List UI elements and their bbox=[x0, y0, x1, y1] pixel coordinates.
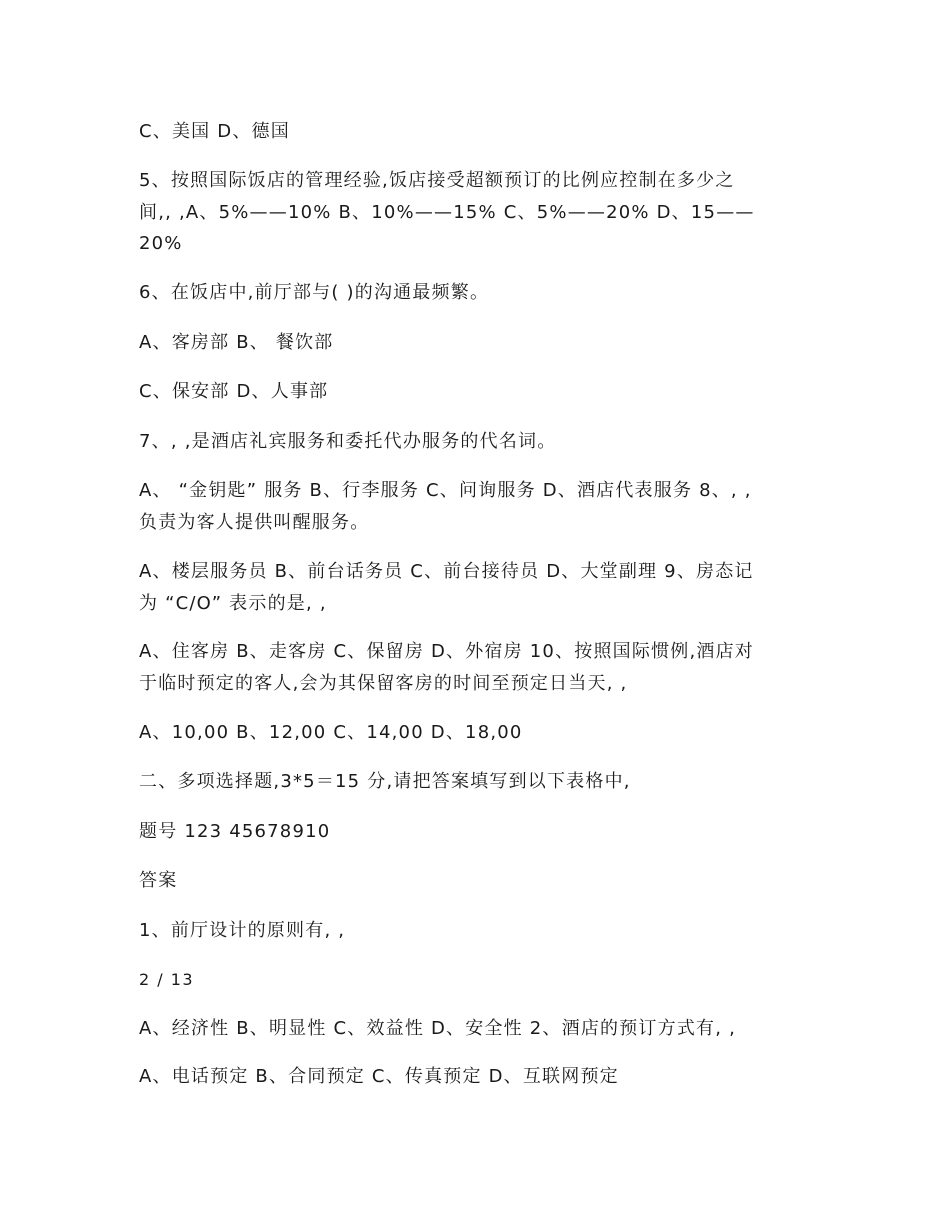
text-line: A、经济性 B、明显性 C、效益性 D、安全性 2、酒店的预订方式有, , bbox=[139, 1018, 736, 1039]
text-line: 负责为客人提供叫醒服务。 bbox=[139, 512, 370, 533]
text-line: A、电话预定 B、合同预定 C、传真预定 D、互联网预定 bbox=[139, 1066, 619, 1087]
text-line: 7、, ,是酒店礼宾服务和委托代办服务的代名词。 bbox=[139, 431, 557, 452]
text-line: 题号 123 45678910 bbox=[139, 821, 331, 842]
text-line: 间,, ,A、5%——10% B、10%——15% C、5%——20% D、15—— bbox=[139, 202, 755, 223]
text-line: 5、按照国际饭店的管理经验,饭店接受超额预订的比例应控制在多少之 bbox=[139, 170, 735, 191]
text-line: A、楼层服务员 B、前台话务员 C、前台接待员 D、大堂副理 9、房态记 bbox=[139, 561, 754, 582]
text-line: 为 “C/O” 表示的是, , bbox=[139, 593, 327, 614]
text-line: A、10,00 B、12,00 C、14,00 D、18,00 bbox=[139, 722, 523, 743]
page-number: 2 / 13 bbox=[139, 970, 195, 989]
text-line: 6、在饭店中,前厅部与( )的沟通最频繁。 bbox=[139, 282, 490, 303]
text-line: 20% bbox=[139, 233, 183, 254]
text-line: 答案 bbox=[139, 870, 178, 891]
text-line: A、客房部 B、 餐饮部 bbox=[139, 332, 334, 353]
text-line: 1、前厅设计的原则有, , bbox=[139, 920, 346, 941]
text-line: C、美国 D、德国 bbox=[139, 121, 290, 142]
text-line: A、住客房 B、走客房 C、保留房 D、外宿房 10、按照国际惯例,酒店对 bbox=[139, 641, 755, 662]
text-line: 于临时预定的客人,会为其保留客房的时间至预定日当天, , bbox=[139, 673, 628, 694]
text-line: A、 “金钥匙” 服务 B、行李服务 C、问询服务 D、酒店代表服务 8、, , bbox=[139, 480, 752, 501]
text-line: C、保安部 D、人事部 bbox=[139, 381, 329, 402]
text-line: 二、多项选择题,3*5＝15 分,请把答案填写到以下表格中, bbox=[139, 771, 631, 792]
